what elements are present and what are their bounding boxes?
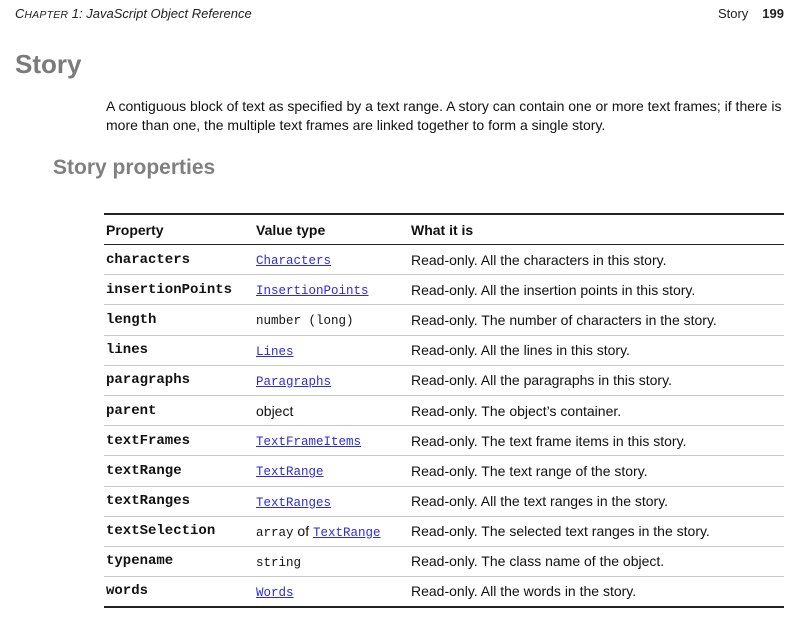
property-description: Read-only. The number of characters in the story. — [411, 311, 717, 328]
value-type-cell — [254, 516, 409, 546]
table-row — [104, 335, 784, 365]
value-type-cell — [254, 426, 409, 456]
property-description: Read-only. All the characters in this story. — [411, 251, 667, 268]
property-name: length — [106, 311, 157, 328]
table-row — [104, 516, 784, 546]
value-type-link[interactable]: TextRange — [312, 525, 381, 540]
table-row — [104, 426, 784, 456]
property-name: parent — [106, 402, 157, 419]
property-description: Read-only. The text frame items in this story. — [411, 432, 687, 449]
value-type-cell — [254, 365, 409, 395]
property-description: Read-only. The selected text ranges in the story. — [411, 523, 710, 540]
value-type-cell — [254, 486, 409, 516]
property-description: Read-only. The text range of the story. — [411, 462, 648, 479]
chapter-prefix: C — [15, 6, 25, 21]
property-name: textSelection — [106, 523, 216, 540]
table-row — [104, 395, 784, 425]
value-type-cell — [254, 395, 409, 425]
value-type-text: object — [256, 402, 294, 419]
property-description: Read-only. All the insertion points in this story. — [411, 281, 696, 298]
value-type-link[interactable]: Words — [256, 585, 294, 600]
chapter-title — [15, 6, 252, 21]
table-row — [104, 305, 784, 335]
header-right — [718, 6, 784, 21]
property-description: Read-only. All the lines in this story. — [411, 342, 630, 359]
property-name: words — [106, 583, 149, 600]
value-type-link[interactable]: InsertionPoints — [256, 284, 369, 299]
property-name: textRange — [106, 462, 182, 479]
header-what-it-is: What it is — [411, 221, 474, 238]
value-type-of: of — [293, 522, 313, 539]
table-row — [104, 577, 784, 607]
header-value-type: Value type — [256, 221, 326, 238]
property-description: Read-only. All the paragraphs in this story. — [411, 372, 672, 389]
value-type-cell — [254, 275, 409, 305]
table-row — [104, 275, 784, 305]
table-row — [104, 365, 784, 395]
value-type-text: number (long) — [256, 314, 354, 329]
value-type-cell — [254, 456, 409, 486]
chapter-rest: 1: JavaScript Object Reference — [68, 6, 252, 21]
value-type-cell — [254, 305, 409, 335]
value-type-cell — [254, 577, 409, 607]
table-row — [104, 546, 784, 576]
chapter-caps: HAPTER — [24, 9, 69, 21]
value-type-link[interactable]: TextFrameItems — [256, 435, 362, 450]
property-description: Read-only. The object’s container. — [411, 402, 622, 419]
property-name: characters — [106, 251, 191, 268]
value-type-cell — [254, 335, 409, 365]
value-type-link[interactable]: Paragraphs — [256, 374, 332, 389]
page-number: 199 — [762, 6, 784, 21]
value-type-prefix: array — [256, 525, 294, 540]
section-name: Story — [717, 6, 749, 21]
page-title: Story — [15, 49, 82, 79]
property-name: lines — [106, 342, 149, 359]
table-row — [104, 456, 784, 486]
table-row — [104, 245, 784, 275]
property-description: Read-only. All the words in the story. — [411, 583, 637, 600]
property-name: textFrames — [106, 432, 191, 449]
property-name: paragraphs — [106, 372, 191, 389]
table-row — [104, 486, 784, 516]
section-subtitle: Story properties — [53, 156, 216, 179]
header-property: Property — [106, 221, 164, 238]
value-type-link[interactable]: Characters — [256, 254, 332, 269]
properties-table — [104, 213, 784, 608]
value-type-link[interactable]: TextRange — [256, 465, 324, 480]
value-type-link[interactable]: TextRanges — [256, 495, 332, 510]
value-type-cell — [254, 245, 409, 275]
value-type-link[interactable]: Lines — [256, 344, 294, 359]
property-name: insertionPoints — [106, 281, 233, 298]
property-description: Read-only. The class name of the object. — [411, 553, 665, 570]
table-header-row — [104, 214, 784, 245]
object-description: A contiguous block of text as specified by a text range. A story can contain one or more text frames; if there is more than one, the multiple text frames are linked together to form a single story. — [106, 98, 782, 133]
page-header — [15, 6, 784, 24]
value-type-text: string — [256, 555, 302, 570]
property-description: Read-only. All the text ranges in the story. — [411, 493, 669, 510]
value-type-cell — [254, 546, 409, 576]
property-name: textRanges — [106, 493, 191, 510]
property-name: typename — [106, 553, 174, 570]
